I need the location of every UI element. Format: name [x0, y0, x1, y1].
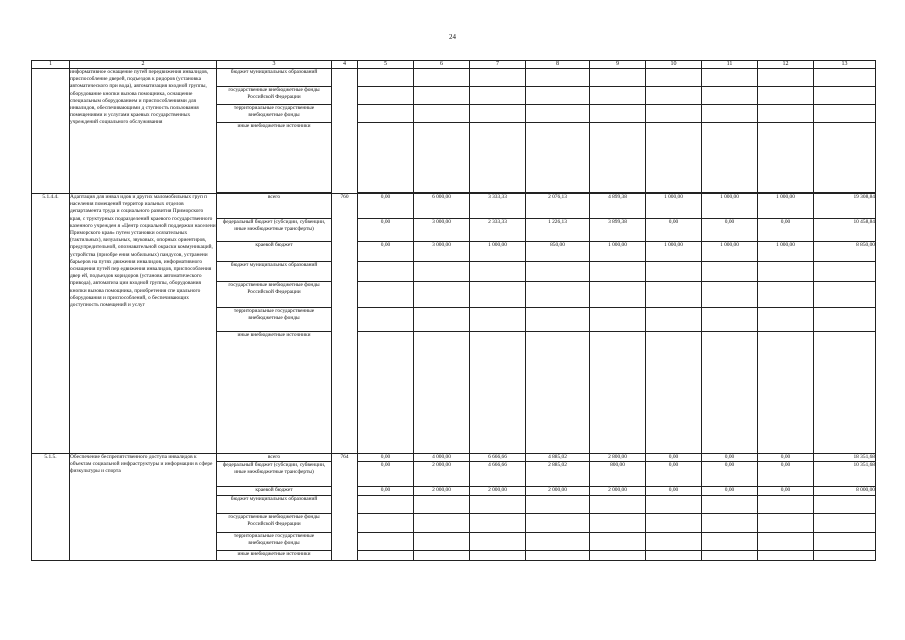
value-cell [702, 308, 758, 332]
value-cell [526, 533, 590, 551]
table-row [32, 194, 876, 219]
value-cell: 800,00 [590, 462, 646, 487]
value-cell: 0,00 [758, 462, 814, 487]
value-cell [758, 514, 814, 533]
value-cell [590, 308, 646, 332]
value-cell [358, 551, 414, 561]
header-cell: 11 [702, 61, 758, 69]
funding-source: государственные внебюджетные фонды Российской Федерации [217, 282, 332, 308]
indicator-code: 760 [332, 194, 358, 454]
value-cell: 0,00 [758, 487, 814, 496]
header-cell: 12 [758, 61, 814, 69]
value-cell [526, 262, 590, 282]
funding-source: иные внебюджетные источники [217, 551, 332, 561]
value-cell [758, 533, 814, 551]
value-cell [526, 551, 590, 561]
value-cell [646, 332, 702, 454]
total-cell: 10 351,68 [814, 462, 876, 487]
value-cell: 0,00 [358, 462, 414, 487]
value-cell [646, 533, 702, 551]
value-cell: 4 666,66 [470, 462, 526, 487]
value-cell: 0,00 [358, 219, 414, 242]
value-cell [358, 308, 414, 332]
value-cell: 0,00 [702, 454, 758, 462]
total-cell [814, 282, 876, 308]
funding-source: иные внебюджетные источники [217, 332, 332, 454]
indicator-code: 764 [332, 454, 358, 561]
value-cell: 0,00 [358, 487, 414, 496]
total-cell: 8 850,00 [814, 242, 876, 262]
value-cell: 2 000,00 [414, 487, 470, 496]
value-cell: 2 333,33 [470, 219, 526, 242]
value-cell: 4 885,02 [526, 454, 590, 462]
funding-source: государственные внебюджетные фонды Российской Федерации [217, 514, 332, 533]
value-cell: 3 333,33 [470, 194, 526, 219]
value-cell [470, 262, 526, 282]
value-cell [526, 514, 590, 533]
value-cell [414, 551, 470, 561]
value-cell: 0,00 [646, 219, 702, 242]
value-cell: 1 000,00 [758, 242, 814, 262]
value-cell: 0,00 [358, 194, 414, 219]
value-cell: 3 000,00 [414, 242, 470, 262]
value-cell [414, 308, 470, 332]
value-cell: 4 000,00 [414, 454, 470, 462]
value-cell [702, 282, 758, 308]
value-cell [590, 332, 646, 454]
value-cell: 3 000,00 [414, 219, 470, 242]
header-cell: 9 [590, 61, 646, 69]
value-cell [526, 282, 590, 308]
value-cell: 0,00 [758, 219, 814, 242]
value-cell [526, 496, 590, 514]
value-cell: 1 000,00 [646, 242, 702, 262]
value-cell: 2 885,02 [526, 462, 590, 487]
activity-description: Обеспечение беспрепятственного доступа инвалидов к объектам социальной инфраструктуры и информации в сфере физкультуры и спорта [70, 454, 217, 561]
value-cell [526, 332, 590, 454]
value-cell [358, 332, 414, 454]
activity-code: 5.1.4.4. [32, 194, 70, 454]
funding-source: федеральный бюджет (субсидии, субвенции, иные межбюджетные трансферты) [217, 219, 332, 242]
value-cell [590, 262, 646, 282]
value-cell [646, 551, 702, 561]
header-cell: 7 [470, 61, 526, 69]
value-cell [470, 533, 526, 551]
value-cell [526, 308, 590, 332]
value-cell: 0,00 [646, 454, 702, 462]
value-cell [590, 533, 646, 551]
value-cell [758, 282, 814, 308]
value-cell: 0,00 [702, 219, 758, 242]
total-cell: 19 308,84 [814, 194, 876, 219]
funding-source: всего [217, 194, 332, 219]
header-cell: 2 [70, 61, 217, 69]
value-cell [414, 496, 470, 514]
value-cell [646, 262, 702, 282]
value-cell [414, 262, 470, 282]
value-cell [590, 282, 646, 308]
value-cell [758, 332, 814, 454]
value-cell: 0,00 [358, 242, 414, 262]
value-cell [702, 533, 758, 551]
header-cell: 1 [32, 61, 70, 69]
value-cell [358, 514, 414, 533]
value-cell [590, 514, 646, 533]
header-cell: 3 [217, 61, 332, 69]
total-cell [814, 308, 876, 332]
value-cell [646, 282, 702, 308]
value-cell: 0,00 [646, 487, 702, 496]
header-cell: 13 [814, 61, 876, 69]
value-cell [646, 496, 702, 514]
total-cell [814, 262, 876, 282]
value-cell [702, 551, 758, 561]
value-cell [470, 496, 526, 514]
funding-source: краевой бюджет [217, 242, 332, 262]
value-cell [414, 282, 470, 308]
funding-source: иные внебюджетные источники [217, 123, 332, 193]
page-number: 24 [449, 33, 456, 41]
value-cell [358, 282, 414, 308]
value-cell: 1 000,00 [470, 242, 526, 262]
header-cell: 4 [332, 61, 358, 69]
value-cell [590, 551, 646, 561]
activity-description: Адаптация для инвал идов и других маломобильных груп п населения помещений территор иальных отделов департамента труда и социального развития Приморского края, с труктурных подразделений краевого государственного казенного учрежден я «Центр социальной поддержки населени Приморского края» путем установки осязательных (тактильных), визуальных, звуковых, опорных ориентиров, предупредительной, опознавательной окраски коммуникаций, устройства (приобре ения мобильных) пандусов, устранени барьеров на путях движения инвалидов, информативного оснащения путей пер едвижения инвалидов, приспособления двер ей, подъездов коридоров (установк автоматического привода), автоматиза ции входной группы, оборудования кнопки вызова помощника, приобретения спе циального оборудования и приспособлений, о беспечивающих доступность помещений и услуг [70, 194, 217, 454]
value-cell: 2 000,00 [590, 487, 646, 496]
value-cell: 0,00 [358, 454, 414, 462]
total-cell [814, 514, 876, 533]
funding-source: федеральный бюджет (субсидии, субвенции, иные межбюджетные трансферты) [217, 462, 332, 487]
value-cell: 1 226,13 [526, 219, 590, 242]
value-cell [758, 496, 814, 514]
value-cell [758, 551, 814, 561]
value-cell [702, 262, 758, 282]
value-cell [470, 551, 526, 561]
value-cell [646, 514, 702, 533]
value-cell [358, 496, 414, 514]
value-cell: 1 000,00 [590, 242, 646, 262]
total-cell: 8 000,00 [814, 487, 876, 496]
total-cell [814, 533, 876, 551]
budget-table [31, 60, 876, 561]
total-cell [814, 496, 876, 514]
value-cell: 1 000,00 [646, 194, 702, 219]
value-cell [702, 496, 758, 514]
indicator-cell [332, 69, 358, 194]
value-cell [470, 514, 526, 533]
header-cell: 6 [414, 61, 470, 69]
activity-code: 5.1.5. [32, 454, 70, 561]
code-cell [32, 69, 70, 194]
activity-description: информативное оснащение путей передвижения инвалидов, приспособление дверей, подъездов к ридоров (установка автоматического при вода), автоматизация входной группы, оборудование кнопки вызова помощника, оснащение специальным оборудованием и приспособлениями для инвалидов, обеспечивающими д ступность пользования помещениями и услугами краевых государственных учреждений социального обслуживания [70, 69, 217, 194]
value-cell: 2 800,00 [590, 454, 646, 462]
funding-source: территориальные государственные внебюджетные фонды [217, 105, 332, 123]
value-cell: 2 000,00 [526, 487, 590, 496]
funding-source: краевой бюджет [217, 487, 332, 496]
funding-source: государственные внебюджетные фонды Российской Федерации [217, 87, 332, 105]
value-cell [646, 308, 702, 332]
value-cell [414, 514, 470, 533]
total-cell: 10 458,84 [814, 219, 876, 242]
table-row [32, 454, 876, 462]
funding-source: территориальные государственные внебюджетные фонды [217, 308, 332, 332]
header-row [32, 61, 876, 69]
header-cell: 8 [526, 61, 590, 69]
value-cell [414, 533, 470, 551]
total-cell: 18 351,68 [814, 454, 876, 462]
funding-source: бюджет муниципальных образований [217, 496, 332, 514]
funding-source: территориальные государственные внебюджетные фонды [217, 533, 332, 551]
value-cell [358, 533, 414, 551]
value-cell: 4 899,38 [590, 194, 646, 219]
value-cell: 6 000,00 [414, 194, 470, 219]
table-row [32, 69, 876, 87]
value-cell: 1 000,00 [702, 194, 758, 219]
funding-source: бюджет муниципальных образований [217, 262, 332, 282]
value-cell [470, 282, 526, 308]
value-cell: 2 076,13 [526, 194, 590, 219]
value-cell: 0,00 [702, 487, 758, 496]
value-cell [758, 308, 814, 332]
value-cell: 6 666,66 [470, 454, 526, 462]
value-cell [470, 332, 526, 454]
value-cell: 1 000,00 [702, 242, 758, 262]
value-cell [358, 262, 414, 282]
value-cell: 0,00 [646, 462, 702, 487]
value-cell [758, 262, 814, 282]
value-cell [702, 332, 758, 454]
header-cell: 5 [358, 61, 414, 69]
value-cell [702, 514, 758, 533]
value-cell [470, 308, 526, 332]
value-cell: 2 000,00 [470, 487, 526, 496]
funding-source: бюджет муниципальных образований [217, 69, 332, 87]
total-cell [814, 332, 876, 454]
header-cell: 10 [646, 61, 702, 69]
value-cell: 0,00 [702, 462, 758, 487]
value-cell: 2 000,00 [414, 462, 470, 487]
value-cell: 850,00 [526, 242, 590, 262]
value-cell [414, 332, 470, 454]
value-cell: 1 000,00 [758, 194, 814, 219]
value-cell: 3 899,38 [590, 219, 646, 242]
total-cell [814, 551, 876, 561]
value-cell [590, 496, 646, 514]
value-cell: 0,00 [758, 454, 814, 462]
funding-source: всего [217, 454, 332, 462]
